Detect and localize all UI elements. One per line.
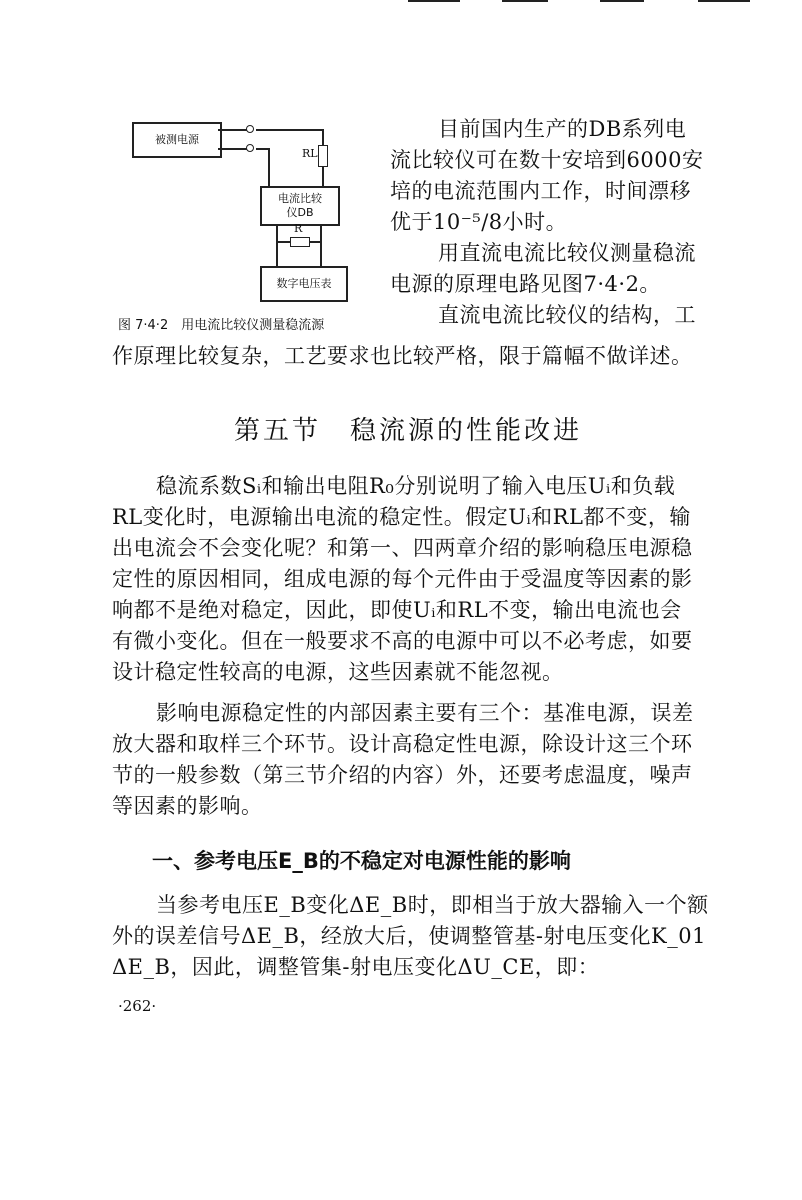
text-line: 电源的原理电路见图7·4·2。 bbox=[390, 272, 661, 296]
wire bbox=[276, 224, 278, 266]
wire bbox=[322, 166, 324, 186]
wire bbox=[218, 148, 248, 150]
text-line: 流比较仪可在数十安培到6000安 bbox=[390, 148, 704, 172]
top-rule bbox=[502, 0, 548, 2]
wire bbox=[256, 129, 323, 131]
side-text bbox=[390, 114, 703, 331]
text-line: 等因素的影响。 bbox=[112, 794, 263, 818]
figure-caption: 图 7·4·2 用电流比较仪测量稳流源 bbox=[118, 318, 325, 333]
text-line: 放大器和取样三个环节。设计高稳定性电源，除设计这三个环 bbox=[112, 732, 693, 756]
text-line: 稳流系数Sᵢ和输出电阻R₀分别说明了输入电压Uᵢ和负载 bbox=[156, 474, 676, 498]
paragraph-1 bbox=[112, 471, 693, 688]
wire bbox=[310, 241, 321, 243]
wire bbox=[322, 129, 324, 145]
comparator-box bbox=[260, 186, 340, 226]
wire bbox=[276, 241, 290, 243]
section-title: 第五节 稳流源的性能改进 bbox=[234, 416, 583, 446]
text-line: 响都不是绝对稳定，因此，即使Uᵢ和RL不变，输出电流也会 bbox=[112, 598, 682, 622]
paragraph-3 bbox=[112, 890, 709, 983]
voltmeter-box bbox=[260, 266, 348, 302]
page-number: ·262· bbox=[118, 997, 157, 1015]
text-line: 作原理比较复杂，工艺要求也比较严格，限于篇幅不做详述。 bbox=[112, 344, 693, 368]
text-line: 目前国内生产的DB系列电 bbox=[438, 117, 687, 141]
comparator-label-1: 电流比较 bbox=[278, 192, 322, 205]
terminal-icon bbox=[246, 144, 254, 152]
text-line: 定性的原因相同，组成电源的每个元件由于受温度等因素的影 bbox=[112, 567, 693, 591]
source-box bbox=[132, 122, 222, 158]
resistor-r-icon bbox=[290, 237, 310, 247]
comparator-label-2: 仪DB bbox=[286, 206, 314, 219]
text-line: RL变化时，电源输出电流的稳定性。假定Uᵢ和RL都不变，输 bbox=[112, 505, 691, 529]
text-line: 出电流会不会变化呢？和第一、四两章介绍的影响稳压电源稳 bbox=[112, 536, 693, 560]
text-line: 优于10⁻⁵/8小时。 bbox=[390, 210, 568, 234]
text-line: 有微小变化。但在一般要求不高的电源中可以不必考虑，如要 bbox=[112, 629, 693, 653]
subsection-heading: 一、参考电压E_B的不稳定对电源性能的影响 bbox=[152, 849, 571, 873]
text-line: 影响电源稳定性的内部因素主要有三个：基准电源，误差 bbox=[156, 701, 694, 725]
text-line: 用直流电流比较仪测量稳流 bbox=[438, 241, 696, 265]
terminal-icon bbox=[246, 125, 254, 133]
text-line: 节的一般参数（第三节介绍的内容）外，还要考虑温度，噪声 bbox=[112, 763, 693, 787]
text-line: 设计稳定性较高的电源，这些因素就不能忽视。 bbox=[112, 660, 564, 684]
wire bbox=[320, 224, 322, 266]
wire bbox=[268, 148, 270, 186]
top-rule bbox=[698, 0, 750, 2]
text-line: 直流电流比较仪的结构，工 bbox=[438, 303, 696, 327]
text-line: 外的误差信号ΔE_B，经放大后，使调整管基-射电压变化K_01 bbox=[112, 924, 706, 948]
resistor-rl-icon bbox=[318, 145, 328, 167]
top-rule bbox=[408, 0, 460, 2]
text-line: 当参考电压E_B变化ΔE_B时，即相当于放大器输入一个额 bbox=[156, 893, 709, 917]
text-line: ΔE_B，因此，调整管集-射电压变化ΔU_CE，即： bbox=[112, 955, 600, 979]
text-line: 培的电流范围内工作，时间漂移 bbox=[390, 179, 691, 203]
paragraph-2 bbox=[112, 698, 694, 822]
r-label: R bbox=[294, 222, 303, 235]
source-box-label: 被测电源 bbox=[155, 133, 199, 146]
rl-label: RL bbox=[302, 147, 318, 160]
continuation-text bbox=[112, 341, 693, 372]
top-rule bbox=[600, 0, 644, 2]
voltmeter-label: 数字电压表 bbox=[276, 277, 332, 290]
wire bbox=[218, 129, 248, 131]
